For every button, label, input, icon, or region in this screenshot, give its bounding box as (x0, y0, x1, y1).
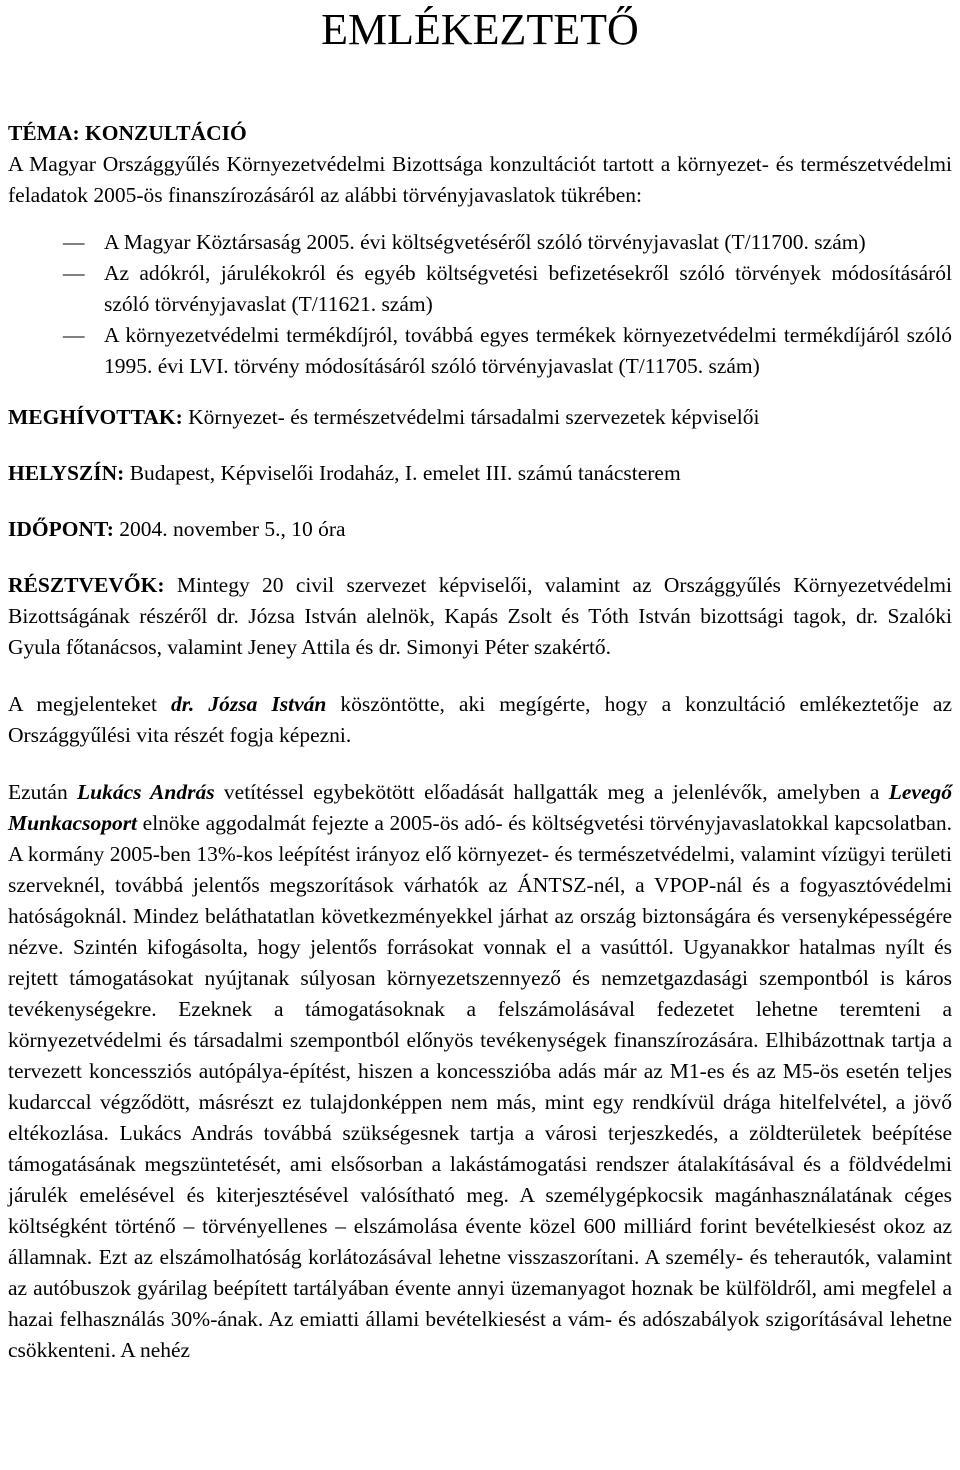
time-label: IDŐPONT: (8, 517, 114, 541)
list-item: — A Magyar Köztársaság 2005. évi költségvetéséről szóló törvényjavaslat (T/11700. szám) (8, 227, 952, 258)
participants-label: RÉSZTVEVŐK: (8, 573, 165, 597)
dash-bullet: — (63, 323, 85, 347)
organization-name: Levegő Munkacsoport (8, 780, 952, 835)
invitees-label: MEGHÍVOTTAK: (8, 405, 183, 429)
participants-paragraph: RÉSZTVEVŐK: Mintegy 20 civil szervezet képviselői, valamint az Országgyűlés Környezetvédelmi Bizottságának részéről dr. Józsa István alelnök, Kapás Zsolt és Tóth István bizottsági tagok, dr. Szalóki Gyula főtanácsos, valamint Jeney Attila és dr. Simonyi Péter szakértő. (8, 573, 952, 659)
list-item: — Az adókról, járulékokról és egyéb költségvetési befizetésekről szóló törvények módosításáról szóló törvényjavaslat (T/11621. szám) (8, 258, 952, 320)
dash-bullet: — (63, 230, 85, 254)
topic-intro: A Magyar Országgyűlés Környezetvédelmi Bizottsága konzultációt tartott a környezet- és természetvédelmi feladatok 2005-ös finanszírozásáról az alábbi törvényjavaslatok tükrében: (8, 152, 952, 207)
dash-bullet: — (63, 261, 85, 285)
topic-heading: TÉMA: KONZULTÁCIÓ (8, 121, 247, 145)
presentation-paragraph: Ezután Lukács András vetítéssel egybekötött előadását hallgatták meg a jelenlévők, amelyben a Levegő Munkacsoport elnöke aggodalmát fejezte a 2005-ös adó- és költségvetési törvényjavaslatokkal kapcsolatban. A kormány 2005-ben 13%-kos leépítést irányoz elő környezet- és természetvédelmi, valamint vízügyi területi szerveknél, továbbá jelentős megszorítások várhatók az ÁNTSZ-nél, a VPOP-nál és a fogyasztóvédelmi hatóságoknál. Mindez beláthatatlan következményekkel járhat az ország biztonságára és versenyképességére nézve. Szintén kifogásolta, hogy jelentős forrásokat vonnak el a vasúttól. Ugyanakkor hatalmas nyílt és rejtett támogatásokat nyújtanak súlyosan környezetszennyező és nemzetgazdasági szempontból is káros tevékenységekre. Ezeknek a támogatásoknak a felszámolásával fedezetet lehetne teremteni a környezetvédelmi és társadalmi szempontból előnyös tevékenységek finanszírozására. Elhibázottnak tartja a tervezett koncessziós autópálya-építést, hiszen a koncesszióba adás már az M1-es és az M5-ös esetén teljes kudarccal végződött, másrészt ez tulajdonképpen nem más, mint egy rendkívül drága hitelfelvétel, a jövő eltékozlása. Lukács András továbbá szükségesnek tartja a városi terjeszkedés, a zöldterületek beépítése támogatásának megszüntetését, ami elsősorban a lakástámogatási rendszer átalakításával és a földvédelmi járulék emelésével és kiterjesztésével valósítható meg. A személygépkocsik magánhasználatának céges költségként történő – törvényellenes – elszámolása évente közel 600 milliárd forint bevételkiesést okoz az államnak. Ezt az elszámolhatóság korlátozásával lehetne visszaszorítani. A személy- és teherautók, valamint az autóbuszok gyárilag beépített tartályában évente annyi üzemanyagot hoznak be külföldről, ami megfelel a hazai felhasználás 30%-ának. Az emiatti állami bevételkiesést a vám- és adószabályok szigorításával lehetne csökkenteni. A nehéz (8, 780, 952, 1362)
invitees-line: MEGHÍVOTTAK: Környezet- és természetvédelmi társadalmi szervezetek képviselői (8, 405, 760, 429)
location-line: HELYSZÍN: Budapest, Képviselői Irodaház, I. emelet III. számú tanácsterem (8, 461, 681, 485)
location-label: HELYSZÍN: (8, 461, 125, 485)
document-body (8, 118, 952, 1366)
time-line: IDŐPONT: 2004. november 5., 10 óra (8, 517, 346, 541)
welcome-paragraph: A megjelenteket dr. Józsa István köszöntötte, aki megígérte, hogy a konzultáció emlékeztetője az Országgyűlési vita részét fogja képezni. (8, 692, 953, 747)
document-title: EMLÉKEZTETŐ (321, 5, 639, 54)
person-name: dr. Józsa István (171, 692, 327, 716)
bill-list (8, 227, 952, 382)
person-name: Lukács András (77, 780, 215, 804)
list-item: — A környezetvédelmi termékdíjról, továbbá egyes termékek környezetvédelmi termékdíjáról szóló 1995. évi LVI. törvény módosításáról szóló törvényjavaslat (T/11705. szám) (8, 320, 952, 382)
